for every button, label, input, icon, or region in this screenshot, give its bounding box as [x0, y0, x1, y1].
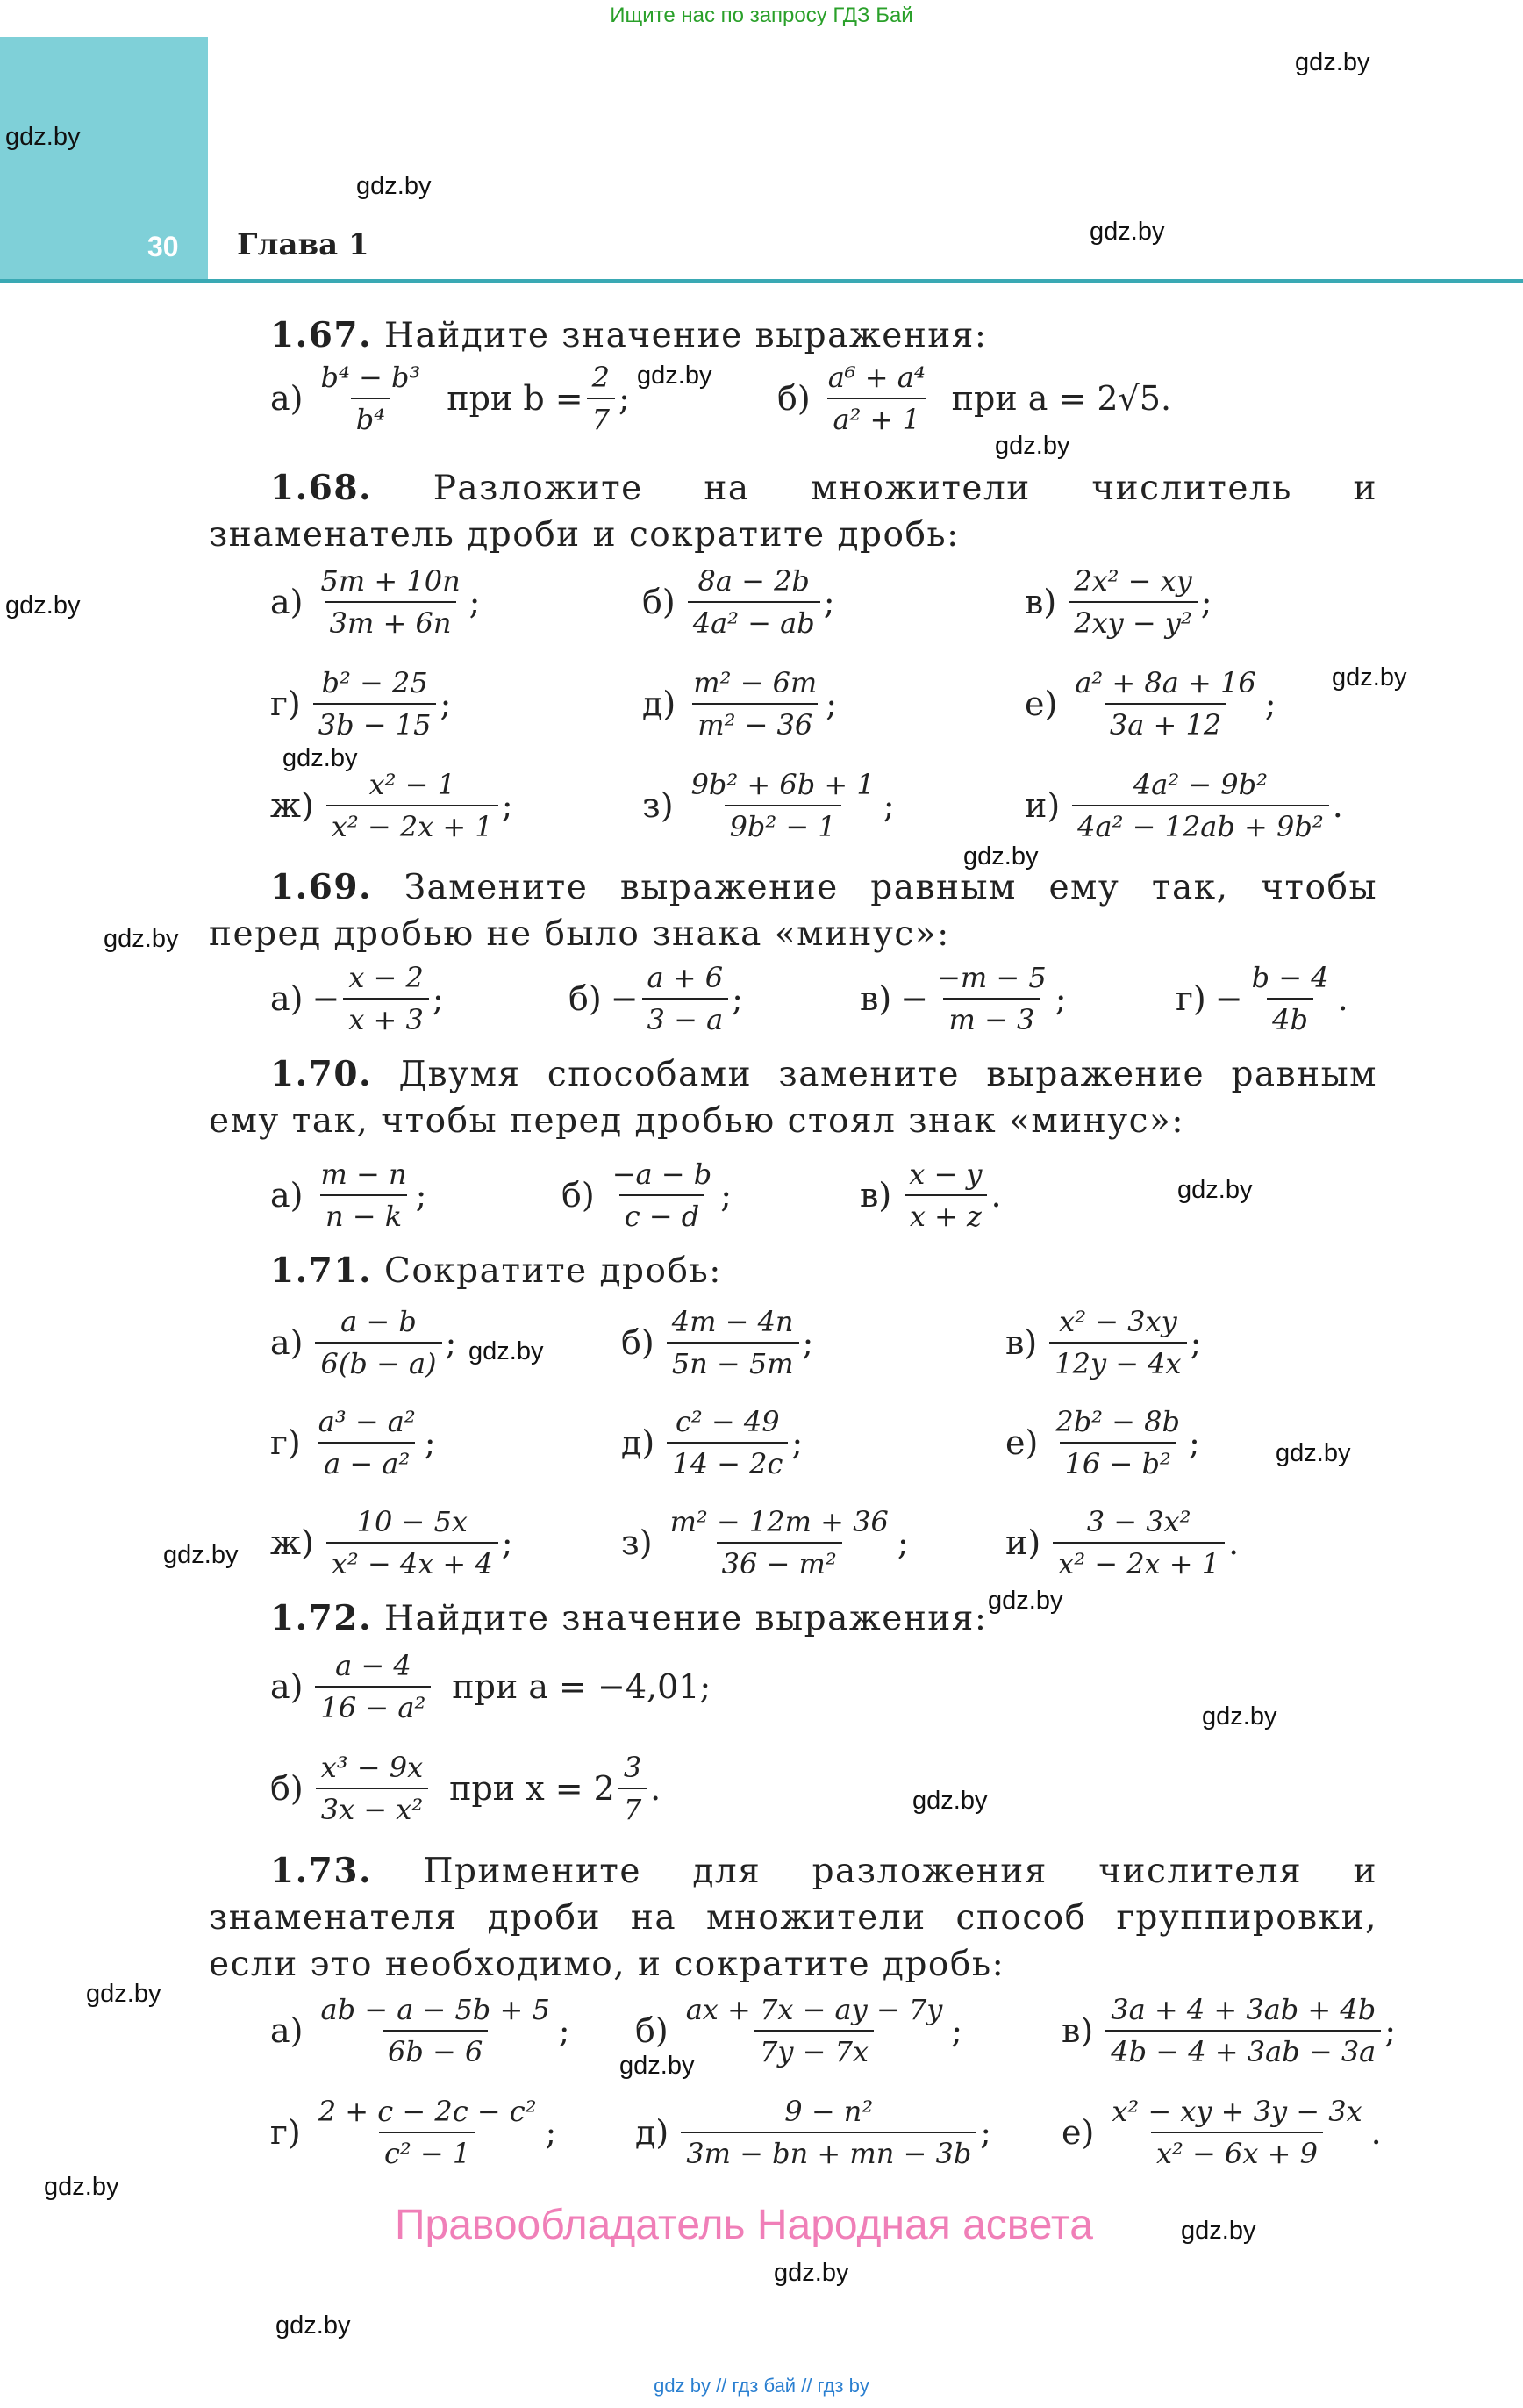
watermark: gdz.by	[5, 591, 81, 620]
p170-item-v: в) $\frac{x - y}{x + z}$ .	[860, 1157, 1002, 1233]
problem-number: 1.67.	[270, 315, 373, 355]
problem-number: 1.71.	[270, 1251, 373, 1291]
watermark: gdz.by	[988, 1587, 1063, 1615]
condition: при b =	[447, 379, 583, 418]
watermark: gdz.by	[1276, 1439, 1351, 1467]
p173-item-g: г) $\frac{\text{2 + c − 2c − c²}}{\text{c² − 1}}$ ;	[270, 2095, 557, 2170]
p171-item-b: б) $\frac{4m - 4n}{5n - 5m}$ ;	[621, 1305, 814, 1380]
fraction: $\frac{2}{7}$	[587, 360, 615, 437]
problem-text: Замените выражение равным ему так, чтобы перед дробью не было знака «минус»:	[209, 868, 1377, 954]
footer-links: gdz by // гдз бай // гдз by	[654, 2375, 869, 2397]
p168-item-d: д) $\frac{\text{m² − 6m}}{\text{m² − 36}}$ ;	[642, 666, 838, 742]
watermark: gdz.by	[1177, 1176, 1253, 1204]
p173-item-v: в) $\frac{3a + 4 + 3ab + 4b}{4b - 4 + 3ab - 3a}$ ;	[1062, 1993, 1397, 2068]
page-number: 30	[147, 231, 179, 262]
watermark: gdz.by	[86, 1980, 161, 2008]
p168-item-z: з) $\frac{\text{9b² + 6b + 1}}{\text{9b² − 1}}$ ;	[642, 768, 895, 843]
fraction: $\frac{\text{a⁶ + a⁴}}{\text{a² + 1}}$	[827, 361, 926, 436]
problem-text: Двумя способами замените выражение равным ему так, чтобы перед дробью стоял знак «минус»:	[209, 1055, 1377, 1141]
p169-item-a: а) − $\frac{x - 2}{x + 3}$ ;	[270, 961, 444, 1036]
p171-item-e: е) $\frac{\text{2b² − 8b}}{\text{16 − b²}}$ ;	[1005, 1405, 1200, 1480]
watermark: gdz.by	[1181, 2217, 1256, 2245]
p171-item-a: а) $\frac{a - b}{6(b - a)}$ ;	[270, 1305, 457, 1380]
p173-item-d: д) $\frac{\text{9 − n²}}{3m - bn + mn - 3b}$ ;	[635, 2095, 992, 2170]
problem-text: Найдите значение выражения:	[383, 1599, 988, 1638]
watermark: gdz.by	[163, 1541, 239, 1569]
watermark: gdz.by	[282, 744, 358, 772]
p171-item-zh: ж) $\frac{10 - 5x}{\text{x² − 4x + 4}}$ ;	[270, 1505, 513, 1580]
problem-number: 1.68.	[270, 468, 373, 508]
problem-1-73-text	[209, 1848, 1377, 1988]
problem-number: 1.73.	[270, 1851, 373, 1891]
p173-item-a: а) $\frac{ab - a - 5b + 5}{6b - 6}$ ;	[270, 1993, 570, 2068]
problem-number: 1.72.	[270, 1598, 373, 1638]
p168-item-e: е) $\frac{\text{a² + 8a + 16}}{3a + 12}$ ;	[1025, 666, 1276, 742]
watermark: gdz.by	[963, 842, 1039, 871]
p171-item-g: г) $\frac{\text{a³ − a²}}{\text{a − a²}}$ ;	[270, 1405, 436, 1480]
fraction: $\frac{\text{b⁴ − b³}}{\text{b⁴}}$	[320, 361, 421, 436]
problem-1-67-text	[209, 312, 1377, 359]
watermark: gdz.by	[104, 925, 179, 953]
problem-text: Сократите дробь:	[383, 1251, 722, 1291]
problem-text: Примените для разложения числителя и знаменателя дроби на множители способ группировки, если это необходимо, и сократите дробь:	[209, 1852, 1377, 1984]
p168-item-g: г) $\frac{\text{b² − 25}}{3b - 15}$ ;	[270, 666, 452, 742]
top-banner: Ищите нас по запросу ГДЗ Бай	[610, 4, 913, 27]
watermark: gdz.by	[356, 172, 432, 200]
watermark: gdz.by	[44, 2173, 119, 2201]
item-label: а)	[270, 379, 304, 418]
problem-text: Найдите значение выражения:	[383, 316, 988, 355]
p173-item-e: е) $\frac{\text{x² − xy + 3y − 3x}}{\text{x² − 6x + 9}}$ .	[1062, 2095, 1382, 2170]
p167-item-b	[777, 360, 1171, 437]
watermark: gdz.by	[774, 2259, 849, 2287]
problem-1-71-text	[209, 1248, 1377, 1294]
copyright-owner: Правообладатель Народная асвета	[395, 2202, 1093, 2248]
watermark: gdz.by	[637, 362, 712, 390]
p167-item-a: а) $\frac{\text{b⁴ − b³}}{\text{b⁴}}$ при b = $\frac{2}{7}$ ;	[270, 361, 630, 436]
watermark: gdz.by	[995, 432, 1070, 460]
p172-item-a: а) $\frac{a - 4}{\text{16 − a²}}$ при a = −4,01;	[270, 1649, 711, 1724]
watermark: gdz.by	[1090, 218, 1165, 246]
problem-1-70-text	[209, 1051, 1377, 1144]
p171-item-d: д) $\frac{\text{c² − 49}}{14 - 2c}$ ;	[621, 1405, 804, 1480]
item-label: б)	[777, 379, 811, 418]
problem-number: 1.70.	[270, 1054, 373, 1094]
p170-item-a: а) $\frac{m - n}{n - k}$ ;	[270, 1157, 427, 1233]
p169-item-b: б) − $\frac{a + 6}{3 - a}$ ;	[568, 961, 743, 1036]
p168-item-zh: ж) $\frac{\text{x² − 1}}{\text{x² − 2x + 1}}$ ;	[270, 768, 513, 843]
watermark: gdz.by	[912, 1787, 988, 1815]
p171-item-z: з) $\frac{\text{m² − 12m + 36}}{\text{36 − m²}}$ ;	[621, 1505, 909, 1580]
watermark: gdz.by	[5, 123, 81, 151]
problem-1-68-text	[209, 465, 1377, 558]
chapter-title: Глава 1	[237, 227, 369, 262]
watermark: gdz.by	[1332, 663, 1407, 692]
header-rule	[0, 279, 1523, 283]
p168-item-b: б) $\frac{8a - 2b}{\text{4a² − ab}}$ ;	[642, 564, 835, 640]
p170-item-b: б) $\frac{-a - b}{c - d}$ ;	[561, 1157, 733, 1233]
condition: при a = 2√5.	[951, 379, 1172, 418]
p169-item-g: г) − $\frac{b - 4}{4b}$ .	[1176, 961, 1348, 1036]
problem-1-72-text	[209, 1595, 1377, 1642]
problem-1-69-text	[209, 864, 1377, 957]
watermark: gdz.by	[275, 2311, 351, 2340]
p171-item-i: и) $\frac{\text{3 − 3x²}}{\text{x² − 2x + 1}}$ .	[1005, 1505, 1240, 1580]
p172-item-b: б) $\frac{\text{x³ − 9x}}{\text{3x − x²}}$ при x = 2 $\frac{3}{7}$ .	[270, 1751, 661, 1826]
p168-item-v: в) $\frac{\text{2x² − xy}}{\text{2xy − y²}}$ ;	[1025, 564, 1212, 640]
watermark: gdz.by	[468, 1337, 544, 1365]
watermark: gdz.by	[1295, 48, 1370, 76]
problem-number: 1.69.	[270, 867, 373, 907]
watermark: gdz.by	[619, 2052, 695, 2080]
problem-text: Разложите на множители числитель и знаменатель дроби и сократите дробь:	[209, 469, 1378, 555]
p171-item-v: в) $\frac{\text{x² − 3xy}}{12y - 4x}$ ;	[1005, 1305, 1202, 1380]
p173-item-b: б) $\frac{ax + 7x - ay - 7y}{7y - 7x}$ ;	[635, 1993, 963, 2068]
p168-item-a: а) $\frac{5m + 10n}{3m + 6n}$ ;	[270, 564, 481, 640]
p168-item-i: и) $\frac{\text{4a² − 9b²}}{\text{4a² − 12ab + 9b²}}$ .	[1025, 768, 1343, 843]
p169-item-v: в) − $\frac{-m - 5}{m - 3}$ ;	[860, 961, 1067, 1036]
watermark: gdz.by	[1202, 1702, 1277, 1731]
